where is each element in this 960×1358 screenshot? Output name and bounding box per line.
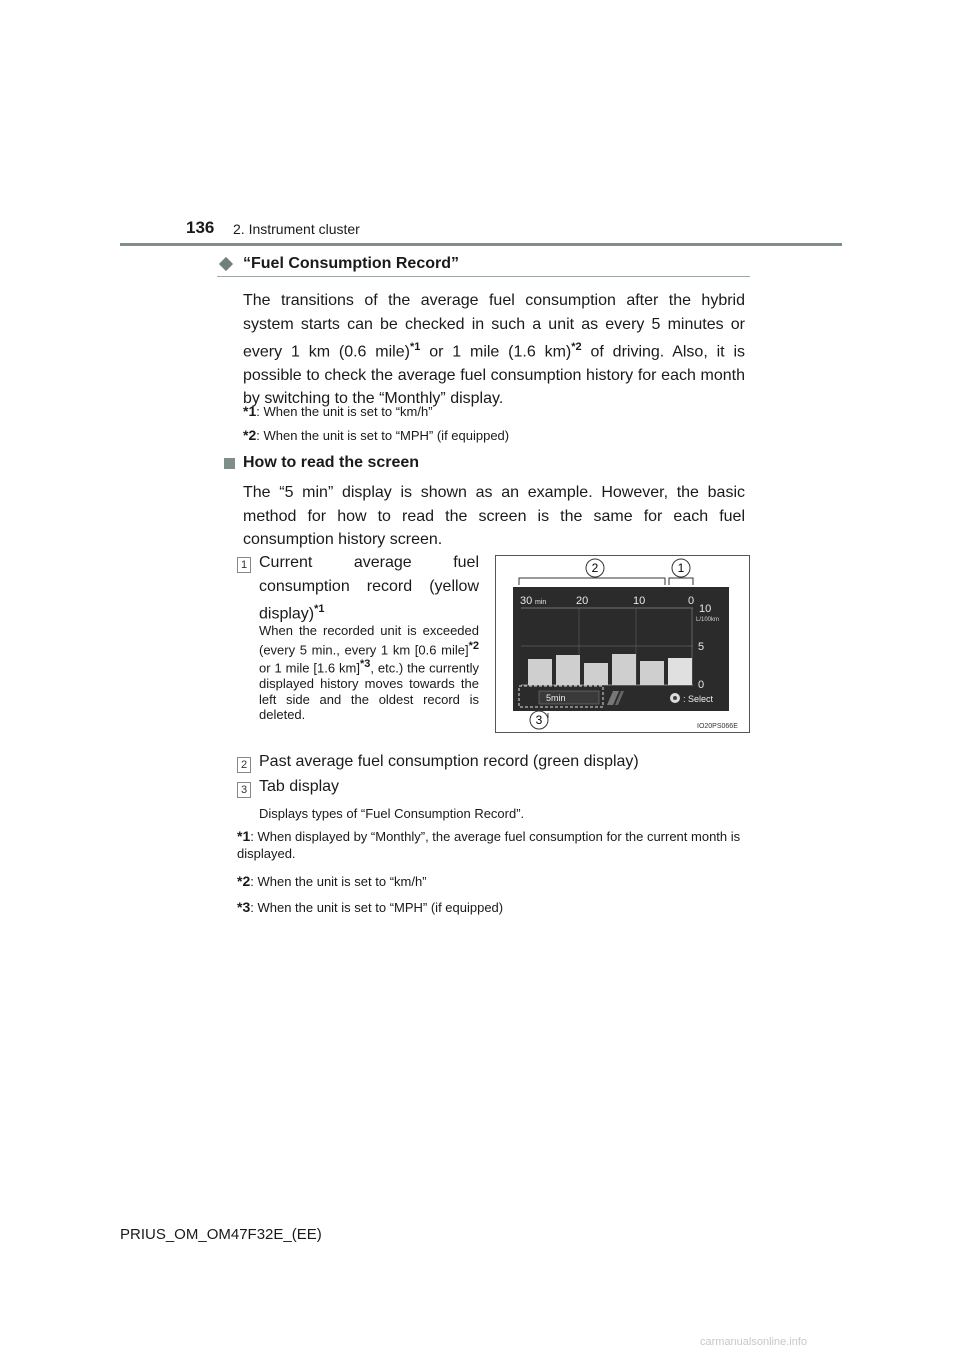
figure-code: IO20PS066E [697,723,738,730]
bottom-note-3: *3: When the unit is set to “MPH” (if equipped) [237,899,504,915]
select-label: : Select [683,694,714,704]
item-number-3: 3 [237,780,251,798]
y-tick-5: 5 [698,641,705,653]
item-1-detail: When the recorded unit is exceeded (every 5 min., every 1 km [0.6 mile]$^{*2}$ or 1 mile [1.6 km]$^{*3}$, etc.) the currently displayed history moves towards the left side and the oldest record is deleted. [259,623,479,723]
bar-4 [612,654,636,685]
item-3-text: Tab display [259,778,340,795]
item-3-detail: Displays types of “Fuel Consumption Record”. [259,806,525,821]
section-title: 2. Instrument cluster [233,221,360,237]
subheading [224,454,419,472]
page-number: 136 [186,218,215,237]
tick-20: 20 [576,595,589,607]
bar-6 [668,658,692,685]
item-number-2: 2 [237,755,251,773]
bottom-note-2: *2: When the unit is set to “km/h” [237,873,427,889]
subheading-paragraph: The “5 min” display is shown as an example. However, the basic method for how to read the screen is the same for each fuel consumption history screen. [243,484,745,548]
fuel-record-figure [495,555,750,733]
footnote-1: *1: When the unit is set to “km/h” [243,403,433,419]
tab-5min: 5min [546,693,566,703]
unit-label: L/100km [696,617,720,623]
bar-1 [528,659,552,685]
diamond-icon [219,257,233,271]
bottom-note-1: *1: When displayed by “Monthly”, the average fuel consumption for the current month is displayed. [237,828,741,861]
tick-min: min [535,599,547,606]
heading-rule [217,276,750,277]
y-tick-0: 0 [698,679,705,691]
item-number-1: 1 [237,555,251,573]
footer-code: PRIUS_OM_OM47F32E_(EE) [120,1226,322,1243]
header-rule [120,243,842,246]
tick-30: 30 [520,595,533,607]
y-tick-10: 10 [699,603,712,615]
callout-3: 3 [535,713,543,727]
intro-paragraph: The transitions of the average fuel consumption after the hybrid system starts can be checked in such a unit as every 5 minutes or every 1 km (0.6 mile)$^{*1}$ or 1 mile (1.6 km)$^{*2}$ of driving. Also, it is possible to check the average fuel consumption history for each month by switching to the “Monthly” display. [243,292,746,408]
bar-5 [640,661,664,685]
tick-10: 10 [633,595,646,607]
bar-2 [556,655,580,685]
square-bullet-icon [224,458,235,469]
item-2-text: Past average fuel consumption record (green display) [259,753,639,770]
item-1-text: Current average fuel consumption record (yellow display)$^{*1}$ [259,554,479,623]
footnote-2: *2: When the unit is set to “MPH” (if equipped) [243,427,510,443]
tick-0: 0 [688,595,695,607]
watermark: carmanualsonline.info [700,1336,808,1348]
bar-3 [584,663,608,685]
topic-heading [217,255,459,273]
callout-1: 1 [677,561,685,575]
subheading-text: How to read the screen [243,454,420,471]
callout-2: 2 [591,561,599,575]
topic-heading-text: “Fuel Consumption Record” [243,255,459,272]
